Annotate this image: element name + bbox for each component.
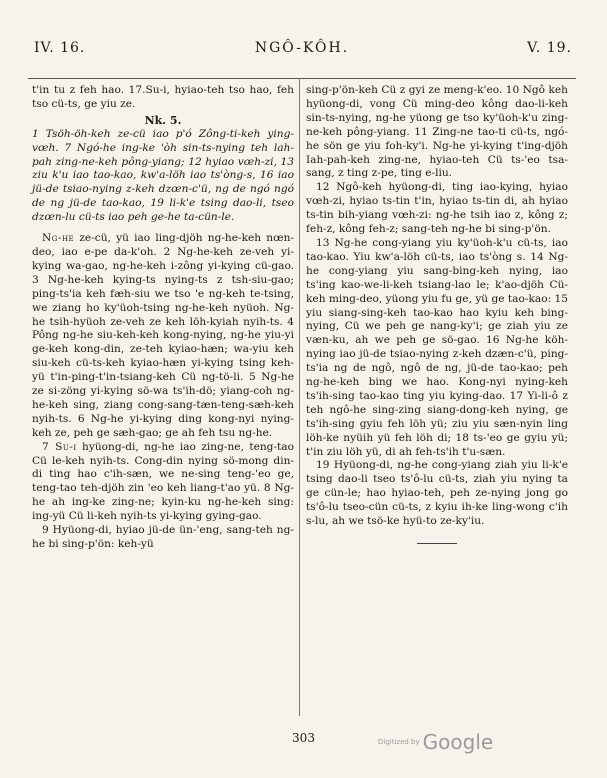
chapter-summary: 1 Tsöh-öh-keh ze-cü iao p'ó Zông-ti-keh ying-vœh. 7 Ngó-he ing-ke 'òh sin-ts-nying teh lah-pah zing-ne-keh pông-yiang; 12 hyiao vœh-zi, 13 ziu k'u iao tao-kao, kw'a-löh iao ts'òng-s, 16 iao jü-de tsiao-nying z-keh dzœn-c'ü, ng de ngó ngó de ng jü-de tao-kao, 19 li-k'e tsing dao-li, tseo dzœn-lu cü-ts iao peh ge-he ta-cün-le. bbox=[32, 127, 294, 224]
paragraph bbox=[32, 441, 294, 524]
section-heading: Nk. 5. bbox=[144, 113, 182, 127]
watermark bbox=[378, 730, 493, 754]
book-title: NGÔ-KÔH. bbox=[254, 40, 350, 56]
watermark-small-text: Digitized by bbox=[378, 738, 420, 746]
watermark-logo-text: Google bbox=[422, 730, 494, 754]
left-column bbox=[32, 84, 294, 552]
paragraph: 12 Ngô-keh hyüong-di, ting iao-kying, hyiao vœh-zi, hyiao ts-tin t'in, hyiao ts-tin di, ah hyiao ts-tin bih-yiang vœh-zi: ng-he tsih iao z, kông z; feh-z, kông feh-z; sang-teh ng-he bi sing-p'ön. bbox=[306, 181, 568, 236]
paragraph: 13 Ng-he cong-yiang yiu ky'üoh-k'u cü-ts, iao tao-kao. Yiu kw'a-löh cü-ts, iao ts'òng s. 14 Ng-he cong-yiang yiu sang-bing-keh nying, iao ts'ing kao-we-li-keh tsiang-lao le; k'ao-djöh Cü-keh ming-deo, yüong yiu fu ge, yü ge tao-kao: 15 yiu siang-sing-keh tao-kao hao kyiu keh bing-nying, Cü we peh ge nang-ky'i; ge ziah yiu ze væn-ku, ah we peh ge sö-gao. 16 Ng-he köh-nying iao jü-de tsiao-nying z-keh dzæn-c'ü, ping-ts'ia ng de ngô, ngô de ng, jü-de tao-kao; peh ng-he-keh bing we hao. Kong-nyi nying-keh ts'ih-sing tao-kao ting yiu kying-dao. 17 Yi-li-ô z teh ngô-he sing-zing siang-dong-keh nying, ge ts'ih-sing gyiu feh löh yü; ziu yiu sæn-nyin ling löh-ke nyüih yü feh löh di; 18 ts-'eo ge gyiu yü; t'in ziu löh yü, di ah feh-ts'ih t'u-sæn. bbox=[306, 236, 568, 458]
paragraph-body: ze-cü, yü iao ling-djöh ng-he-keh nœn-deo, iao e-pe da-k'oh. 2 Ng-he-keh ze-veh yi-kying wa-gao, ng-he-keh i-zông yi-kying cü-gao. 3 Ng-he-keh kying-ts nying-ts z tsh-siu-gao; ping-ts'ia keh fæh-siu we tso 'e ng-keh te-tsing, we ziang ho ky'üoh-tsing ng-he-keh nyüoh. Ng-he tsih-hyüoh ze-veh ze keh löh-kyiah nyih-ts. 4 Pông ng-he siu-keh-keh kong-nying, ng-he yiu-yi ge-keh kong-din, ze-teh kyiao-hæn; wa-yiu keh siu-keh cü-ts-keh kyiao-hæn yi-kying tsing keh-yü t'in-ping-t'in-tsiang-keh Cü ng-tö-li. 5 Ng-he ze si-zöng yi-kying sö-wa ts'ih-dö; yiang-coh ng-he-keh sing, ziang cong-sang-tæn-teng-sæh-keh nyih-ts. 6 Ng-he yi-kying ding kong-nyi nying-keh ze, peh ge sæh-gao; ge ah feh tsu ng-he. bbox=[32, 232, 294, 439]
paragraph bbox=[32, 232, 294, 441]
end-rule bbox=[417, 543, 457, 544]
paragraph: t'in tu z feh hao. 17.Su-i, hyiao-teh tso hao, feh tso cü-ts, ge yiu ze. bbox=[32, 84, 294, 110]
chapter-verse-left: IV. 16. bbox=[34, 40, 86, 56]
paragraph-lead: Ng-he bbox=[42, 232, 75, 245]
chapter-verse-right: V. 19. bbox=[527, 40, 572, 56]
paragraph: 19 Hyüong-di, ng-he cong-yiang ziah yiu li-k'e tsing dao-li tseo ts'ô-lu cü-ts, ziah yiu nying ta ge cün-le; hao hyiao-teh, peh ze-nying jong go ts'ô-lu tseo-cün cü-ts, z kyiu ih-ke ling-wong c'ih s-lu, ah we tsö-ke hyü-to ze-ky'iu. bbox=[306, 459, 568, 528]
running-header bbox=[28, 40, 576, 60]
header-rule bbox=[28, 78, 576, 79]
paragraph: sing-p'ön-keh Cü z gyi ze meng-k'eo. 10 Ngô keh hyüong-di, vong Cü ming-deo kông dao-li-keh sin-ts-nying, ng-he yüong ge tso ky'üoh-k'u zing-ne-keh pông-yiang. 11 Zing-ne tao-ti cü-ts, ngó-he sön ge yiu foh-ky'i. Ng-he yi-kying t'ing-djöh Iah-pah-keh zing-ne, hyiao-teh Cü ts-'eo tsa-sang, z ting z-pe, ting e-liu. bbox=[306, 84, 568, 180]
page-number: 303 bbox=[292, 731, 315, 745]
right-column bbox=[306, 84, 568, 544]
paragraph-body: hyüong-di, ng-he iao zing-ne, teng-tao Cü le-keh nyih-ts. Cong-din nying sö-mong din-di ting hao c'ih-sæn, we ne-sing teng-'eo ge, teng-tao teh-djöh zin 'eo keh liang-t'ao yü. 8 Ng-he ah ing-ke zing-ne; kyin-ku ng-he-keh sing: ing-yü Cü li-keh nyih-ts yi-kying gying-gao. bbox=[32, 440, 294, 523]
column-divider bbox=[299, 78, 300, 716]
paragraph: 9 Hyüong-di, hyiao jü-de ün-'eng, sang-teh ng-he bi sing-p'ön: keh-yü bbox=[32, 524, 294, 550]
paragraph-lead: 7 Su-i bbox=[42, 440, 77, 453]
